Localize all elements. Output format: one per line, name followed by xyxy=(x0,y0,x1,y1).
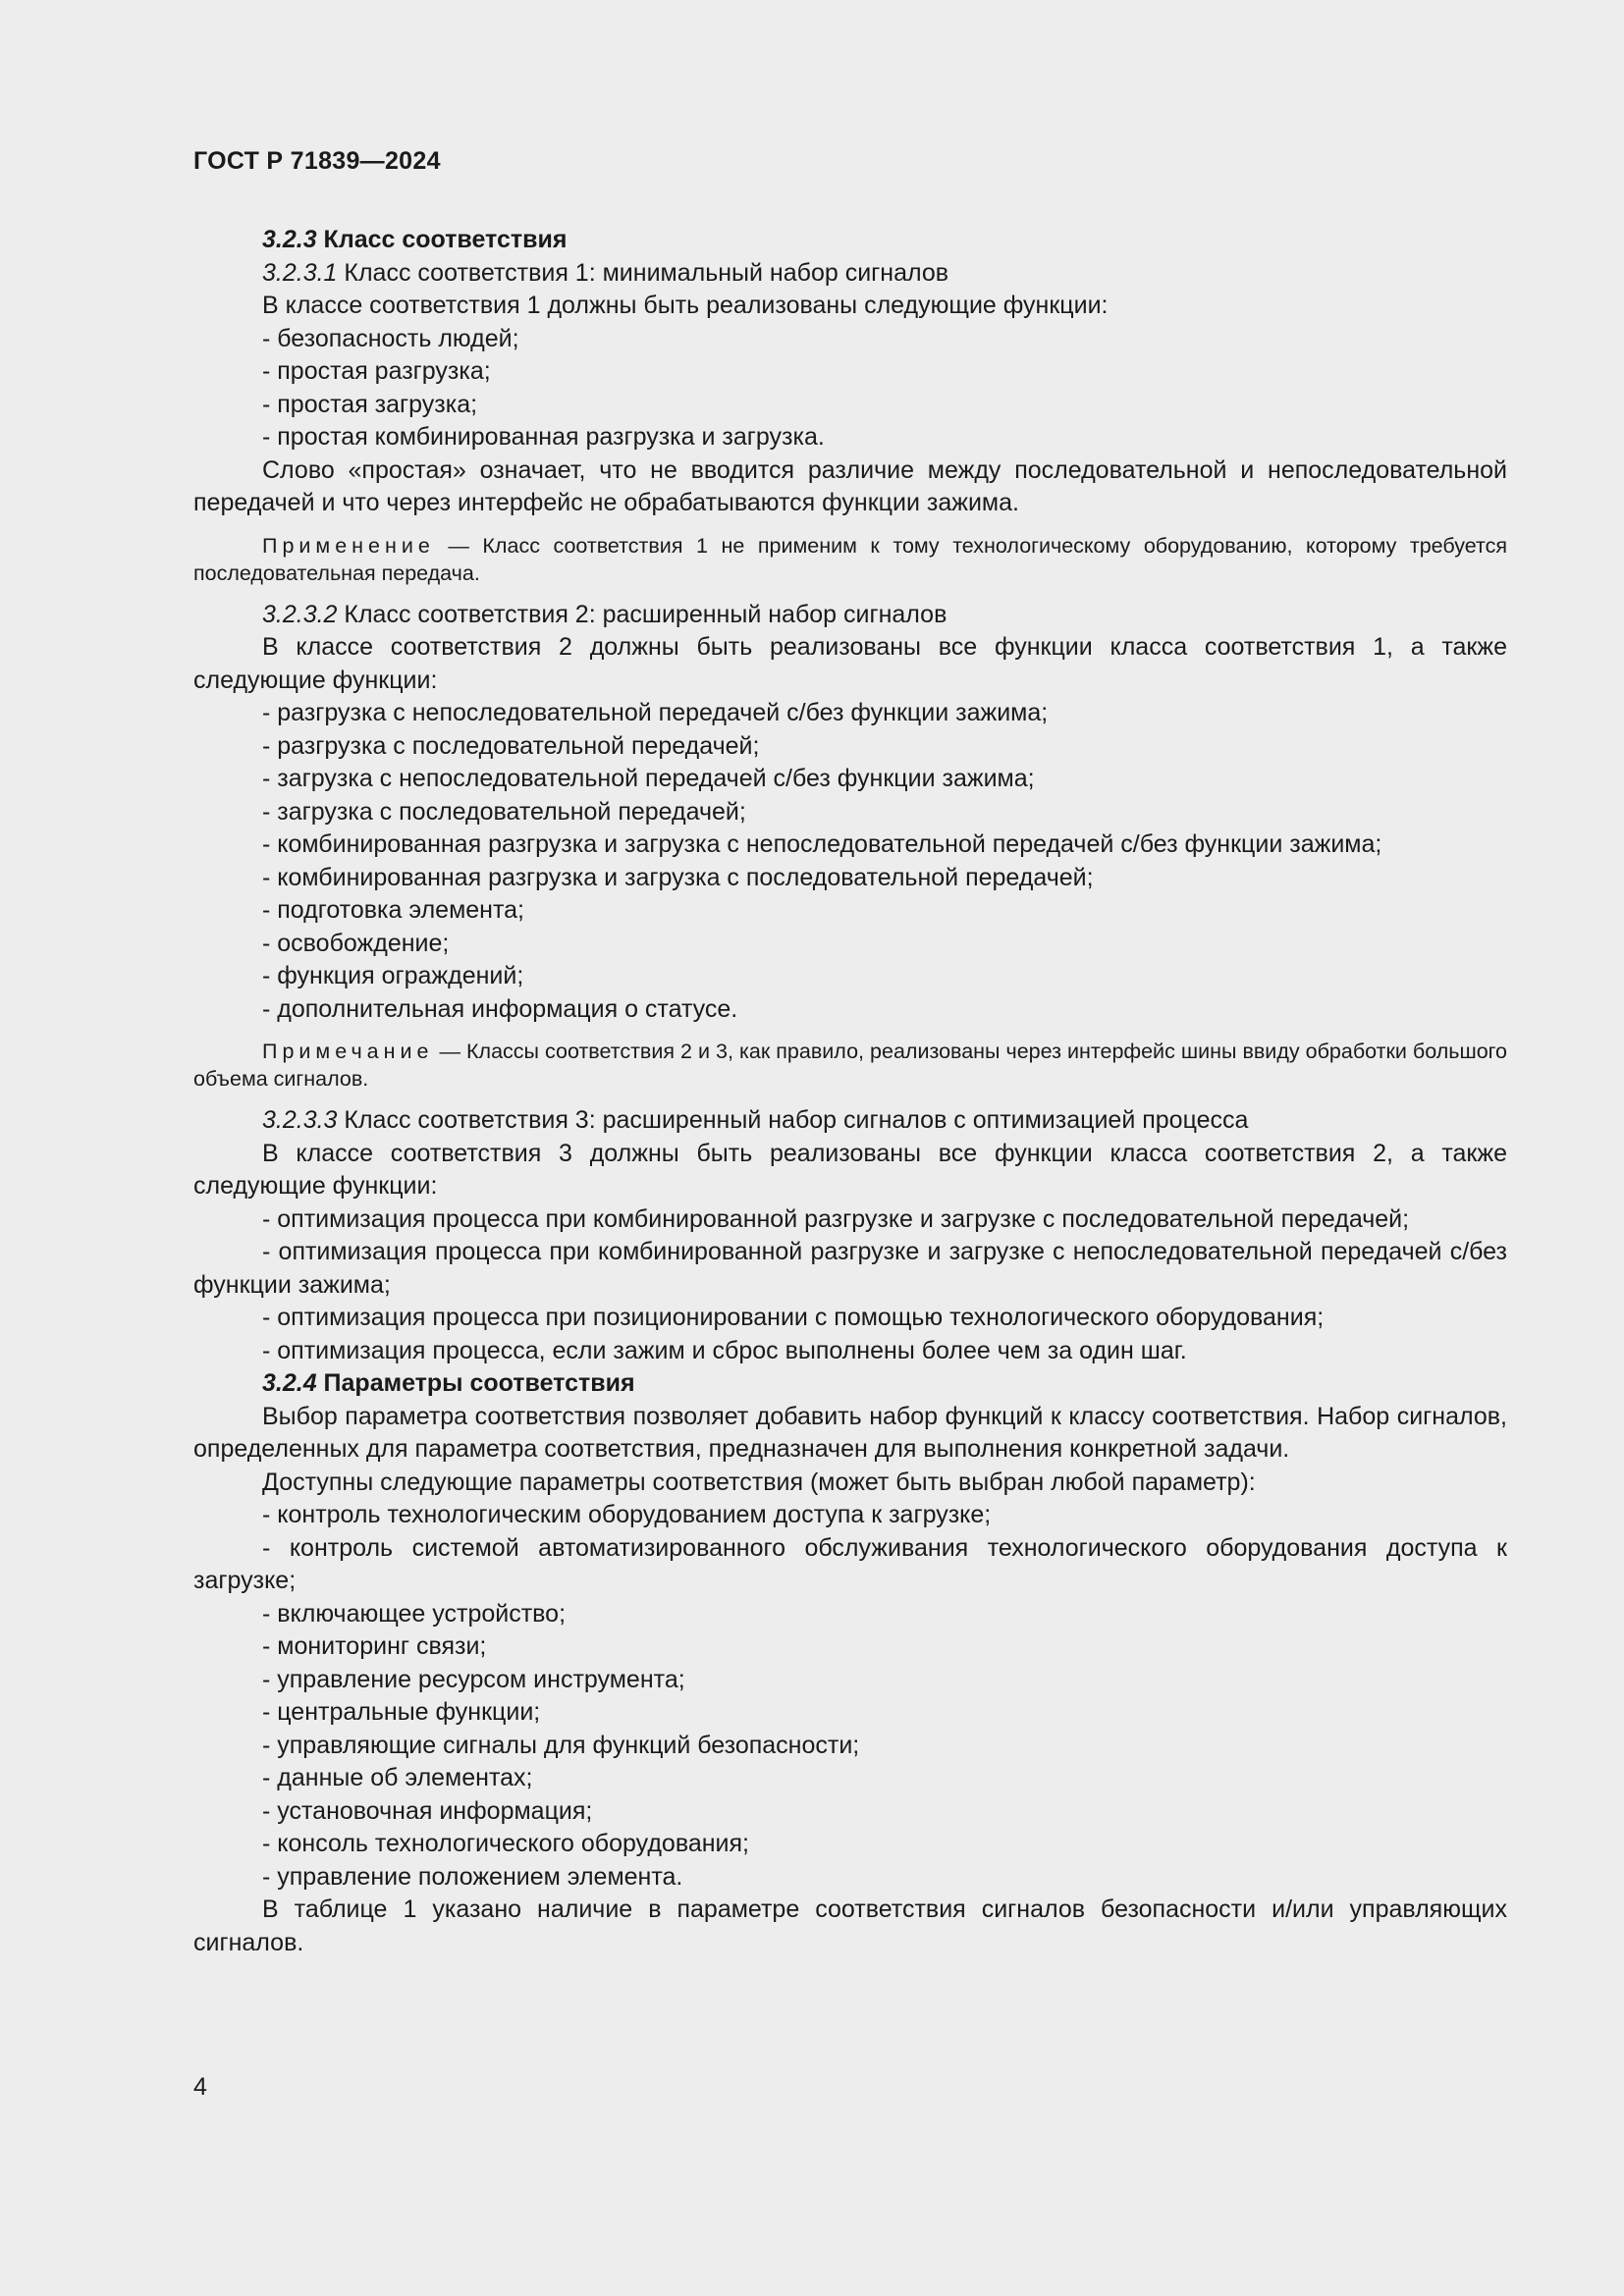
list-item: - загрузка с непоследовательной передачей с/без функции зажима; xyxy=(262,765,1035,792)
list-item: - данные об элементах; xyxy=(262,1764,533,1791)
list-item: - дополнительная информация о статусе. xyxy=(262,994,738,1023)
section-heading-3-2-4: 3.2.4 Параметры соответствия xyxy=(262,1369,635,1397)
list-item: - консоль технологического оборудования; xyxy=(262,1830,749,1857)
list-item: - управляющие сигналы для функций безопасности; xyxy=(262,1731,860,1759)
list-item: - функция ограждений; xyxy=(262,962,524,989)
list-item: - комбинированная разгрузка и загрузка с последовательной передачей; xyxy=(262,863,1094,891)
document-body xyxy=(193,224,1507,1959)
list-item: - оптимизация процесса при комбинированной разгрузке и загрузке с последовательной передачей; xyxy=(262,1204,1410,1233)
list-item: - комбинированная разгрузка и загрузка с непоследовательной передачей с/без функции зажима; xyxy=(262,830,1382,858)
list-item: - контроль технологическим оборудованием доступа к загрузке; xyxy=(262,1501,992,1528)
list-item: - включающее устройство; xyxy=(262,1599,567,1628)
note-remark: Примечание — Классы соответствия 2 и 3, как правило, реализованы через интерфейс шины ввиду обработки большого объема сигналов. xyxy=(193,1040,1507,1091)
paragraph: В таблице 1 указано наличие в параметре соответствия сигналов безопасности и/или управляющих сигналов. xyxy=(193,1896,1507,1956)
list-item: - простая разгрузка; xyxy=(262,357,491,385)
subsection-heading-3-2-3-3: 3.2.3.3 Класс соответствия 3: расширенный набор сигналов с оптимизацией процесса xyxy=(262,1106,1249,1134)
list-item: - контроль системой автоматизированного обслуживания технологического оборудования доступа к загрузке; xyxy=(193,1533,1507,1594)
list-item: - разгрузка с непоследовательной передачей с/без функции зажима; xyxy=(262,699,1049,726)
subsection-heading-3-2-3-1: 3.2.3.1 Класс соответствия 1: минимальный набор сигналов xyxy=(262,258,949,287)
list-item: - простая комбинированная разгрузка и загрузка. xyxy=(262,423,825,451)
subsection-heading-3-2-3-2: 3.2.3.2 Класс соответствия 2: расширенный набор сигналов xyxy=(262,600,947,628)
list-item: - оптимизация процесса, если зажим и сброс выполнены более чем за один шаг. xyxy=(262,1336,1187,1364)
section-heading-3-2-3: 3.2.3 Класс соответствия xyxy=(262,226,568,253)
paragraph: В классе соответствия 2 должны быть реализованы все функции класса соответствия 1, а также следующие функции: xyxy=(193,633,1507,694)
list-item: - разгрузка с последовательной передачей; xyxy=(262,731,760,760)
list-item: - оптимизация процесса при комбинированной разгрузке и загрузке с непоследовательной передачей с/без функции зажима; xyxy=(193,1238,1507,1299)
page-number: 4 xyxy=(193,2073,207,2101)
list-item: - установочная информация; xyxy=(262,1796,593,1825)
list-item: - оптимизация процесса при позиционировании с помощью технологического оборудования; xyxy=(262,1304,1325,1331)
paragraph: Доступны следующие параметры соответствия (может быть выбран любой параметр): xyxy=(262,1468,1256,1496)
note-application: Применение — Класс соответствия 1 не применим к тому технологическому оборудованию, которому требуется последовательная передача. xyxy=(193,533,1507,585)
paragraph: В классе соответствия 1 должны быть реализованы следующие функции: xyxy=(262,292,1109,319)
document-header: ГОСТ Р 71839—2024 xyxy=(193,147,441,175)
list-item: - мониторинг связи; xyxy=(262,1632,487,1660)
list-item: - освобождение; xyxy=(262,929,450,957)
list-item: - загрузка с последовательной передачей; xyxy=(262,797,746,826)
list-item: - безопасность людей; xyxy=(262,324,519,352)
paragraph: Слово «простая» означает, что не вводится различие между последовательной и непоследовательной передачей и что через интерфейс не обрабатываются функции зажима. xyxy=(193,455,1507,516)
list-item: - подготовка элемента; xyxy=(262,896,524,924)
list-item: - управление положением элемента. xyxy=(262,1862,683,1891)
list-item: - центральные функции; xyxy=(262,1698,541,1726)
paragraph: Выбор параметра соответствия позволяет добавить набор функций к классу соответствия. Набор сигналов, определенных для параметра соответствия, предназначен для выполнения конкретной задачи. xyxy=(193,1402,1507,1463)
list-item: - управление ресурсом инструмента; xyxy=(262,1665,685,1693)
list-item: - простая загрузка; xyxy=(262,390,478,418)
paragraph: В классе соответствия 3 должны быть реализованы все функции класса соответствия 2, а также следующие функции: xyxy=(193,1139,1507,1200)
